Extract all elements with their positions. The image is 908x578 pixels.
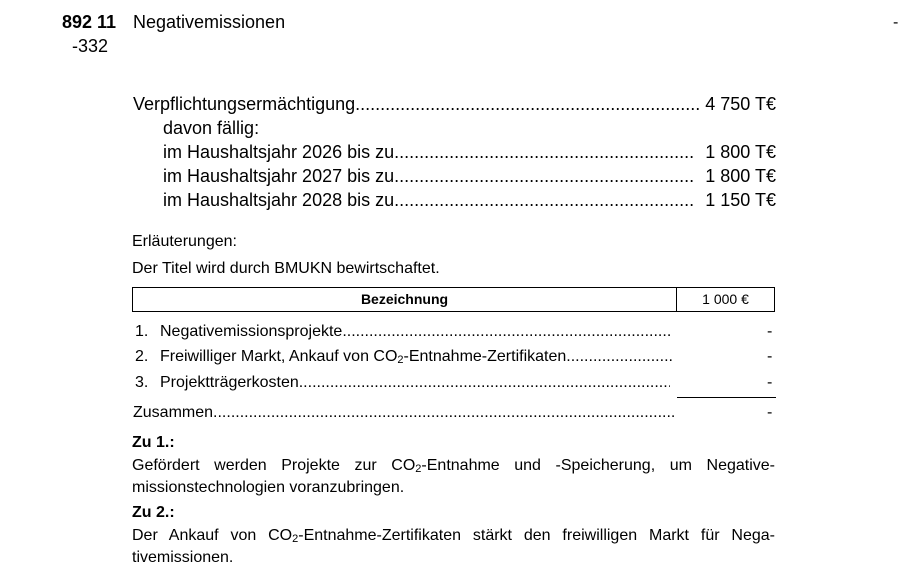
dot-leader: [394, 142, 695, 163]
item-value: -: [767, 323, 773, 340]
item-value: -: [767, 374, 773, 391]
vpe-row: [163, 142, 776, 163]
vpe-due-label: davon fällig:: [163, 118, 260, 138]
dot-leader: [355, 94, 701, 115]
vpe-row-amount: 1 150 T€: [705, 190, 776, 210]
item-value: -: [767, 348, 773, 365]
vpe-row: [163, 166, 776, 187]
vpe-row: [163, 190, 776, 211]
item-label: Freiwilliger Markt, Ankauf von $CO_2-Entnahme$-Zertifikaten: [160, 348, 567, 366]
note-heading: Zu 1.:: [132, 434, 175, 451]
item-label: Negativemissionsprojekte: [160, 323, 343, 340]
list-item: [135, 323, 670, 341]
vpe-row-amount: 1 800 T€: [705, 142, 776, 162]
explanations-heading: Erläuterungen:: [132, 233, 237, 250]
managed-by-text: Der Titel wird durch BMUKN bewirtschaftet.: [132, 260, 440, 277]
vpe-total-row: [133, 94, 776, 115]
vpe-row-label: im Haushaltsjahr 2028 bis zu: [163, 190, 395, 210]
dot-leader: [299, 374, 670, 392]
total-value: -: [767, 404, 773, 421]
total-label: Zusammen: [133, 404, 214, 421]
note-text: Gefördert werden Projekte zur $CO_2$-Entnahme und -Speicherung, um Negative-missionstechnologien voranzubringen.: [132, 457, 776, 496]
note-text: Der Ankauf von $CO_2-Entnahme$-Zertifikaten stärkt den freiwilligen Markt für Nega-tivemissionen.: [132, 527, 776, 566]
title-code: 892 11: [62, 12, 117, 32]
corner-dash: -: [893, 14, 899, 31]
page-title: Negativemissionen: [133, 12, 286, 32]
vpe-row-label: im Haushaltsjahr 2027 bis zu: [163, 166, 395, 186]
dot-leader: [394, 190, 695, 211]
table-header: [132, 287, 775, 312]
dot-leader: [566, 348, 673, 366]
col-header-amount: 1 000 €: [702, 291, 749, 307]
dot-leader: [342, 323, 670, 341]
col-header-designation: Bezeichnung: [133, 288, 677, 311]
vpe-row-amount: 1 800 T€: [705, 166, 776, 186]
total-row: [133, 404, 674, 422]
item-number: 3.: [135, 374, 149, 391]
dot-leader: [213, 404, 674, 422]
list-item: [135, 374, 670, 392]
vpe-row-label: im Haushaltsjahr 2026 bis zu: [163, 142, 395, 162]
item-number: 1.: [135, 323, 149, 340]
title-subcode: -332: [72, 36, 109, 56]
vpe-label: Verpflichtungsermächtigung: [133, 94, 356, 114]
item-number: 2.: [135, 348, 149, 365]
list-item: [135, 348, 673, 366]
sum-rule: [677, 397, 776, 398]
dot-leader: [394, 166, 695, 187]
note-heading: Zu 2.:: [132, 504, 175, 521]
item-label: Projektträgerkosten: [160, 374, 299, 391]
vpe-amount: 4 750 T€: [705, 94, 776, 114]
